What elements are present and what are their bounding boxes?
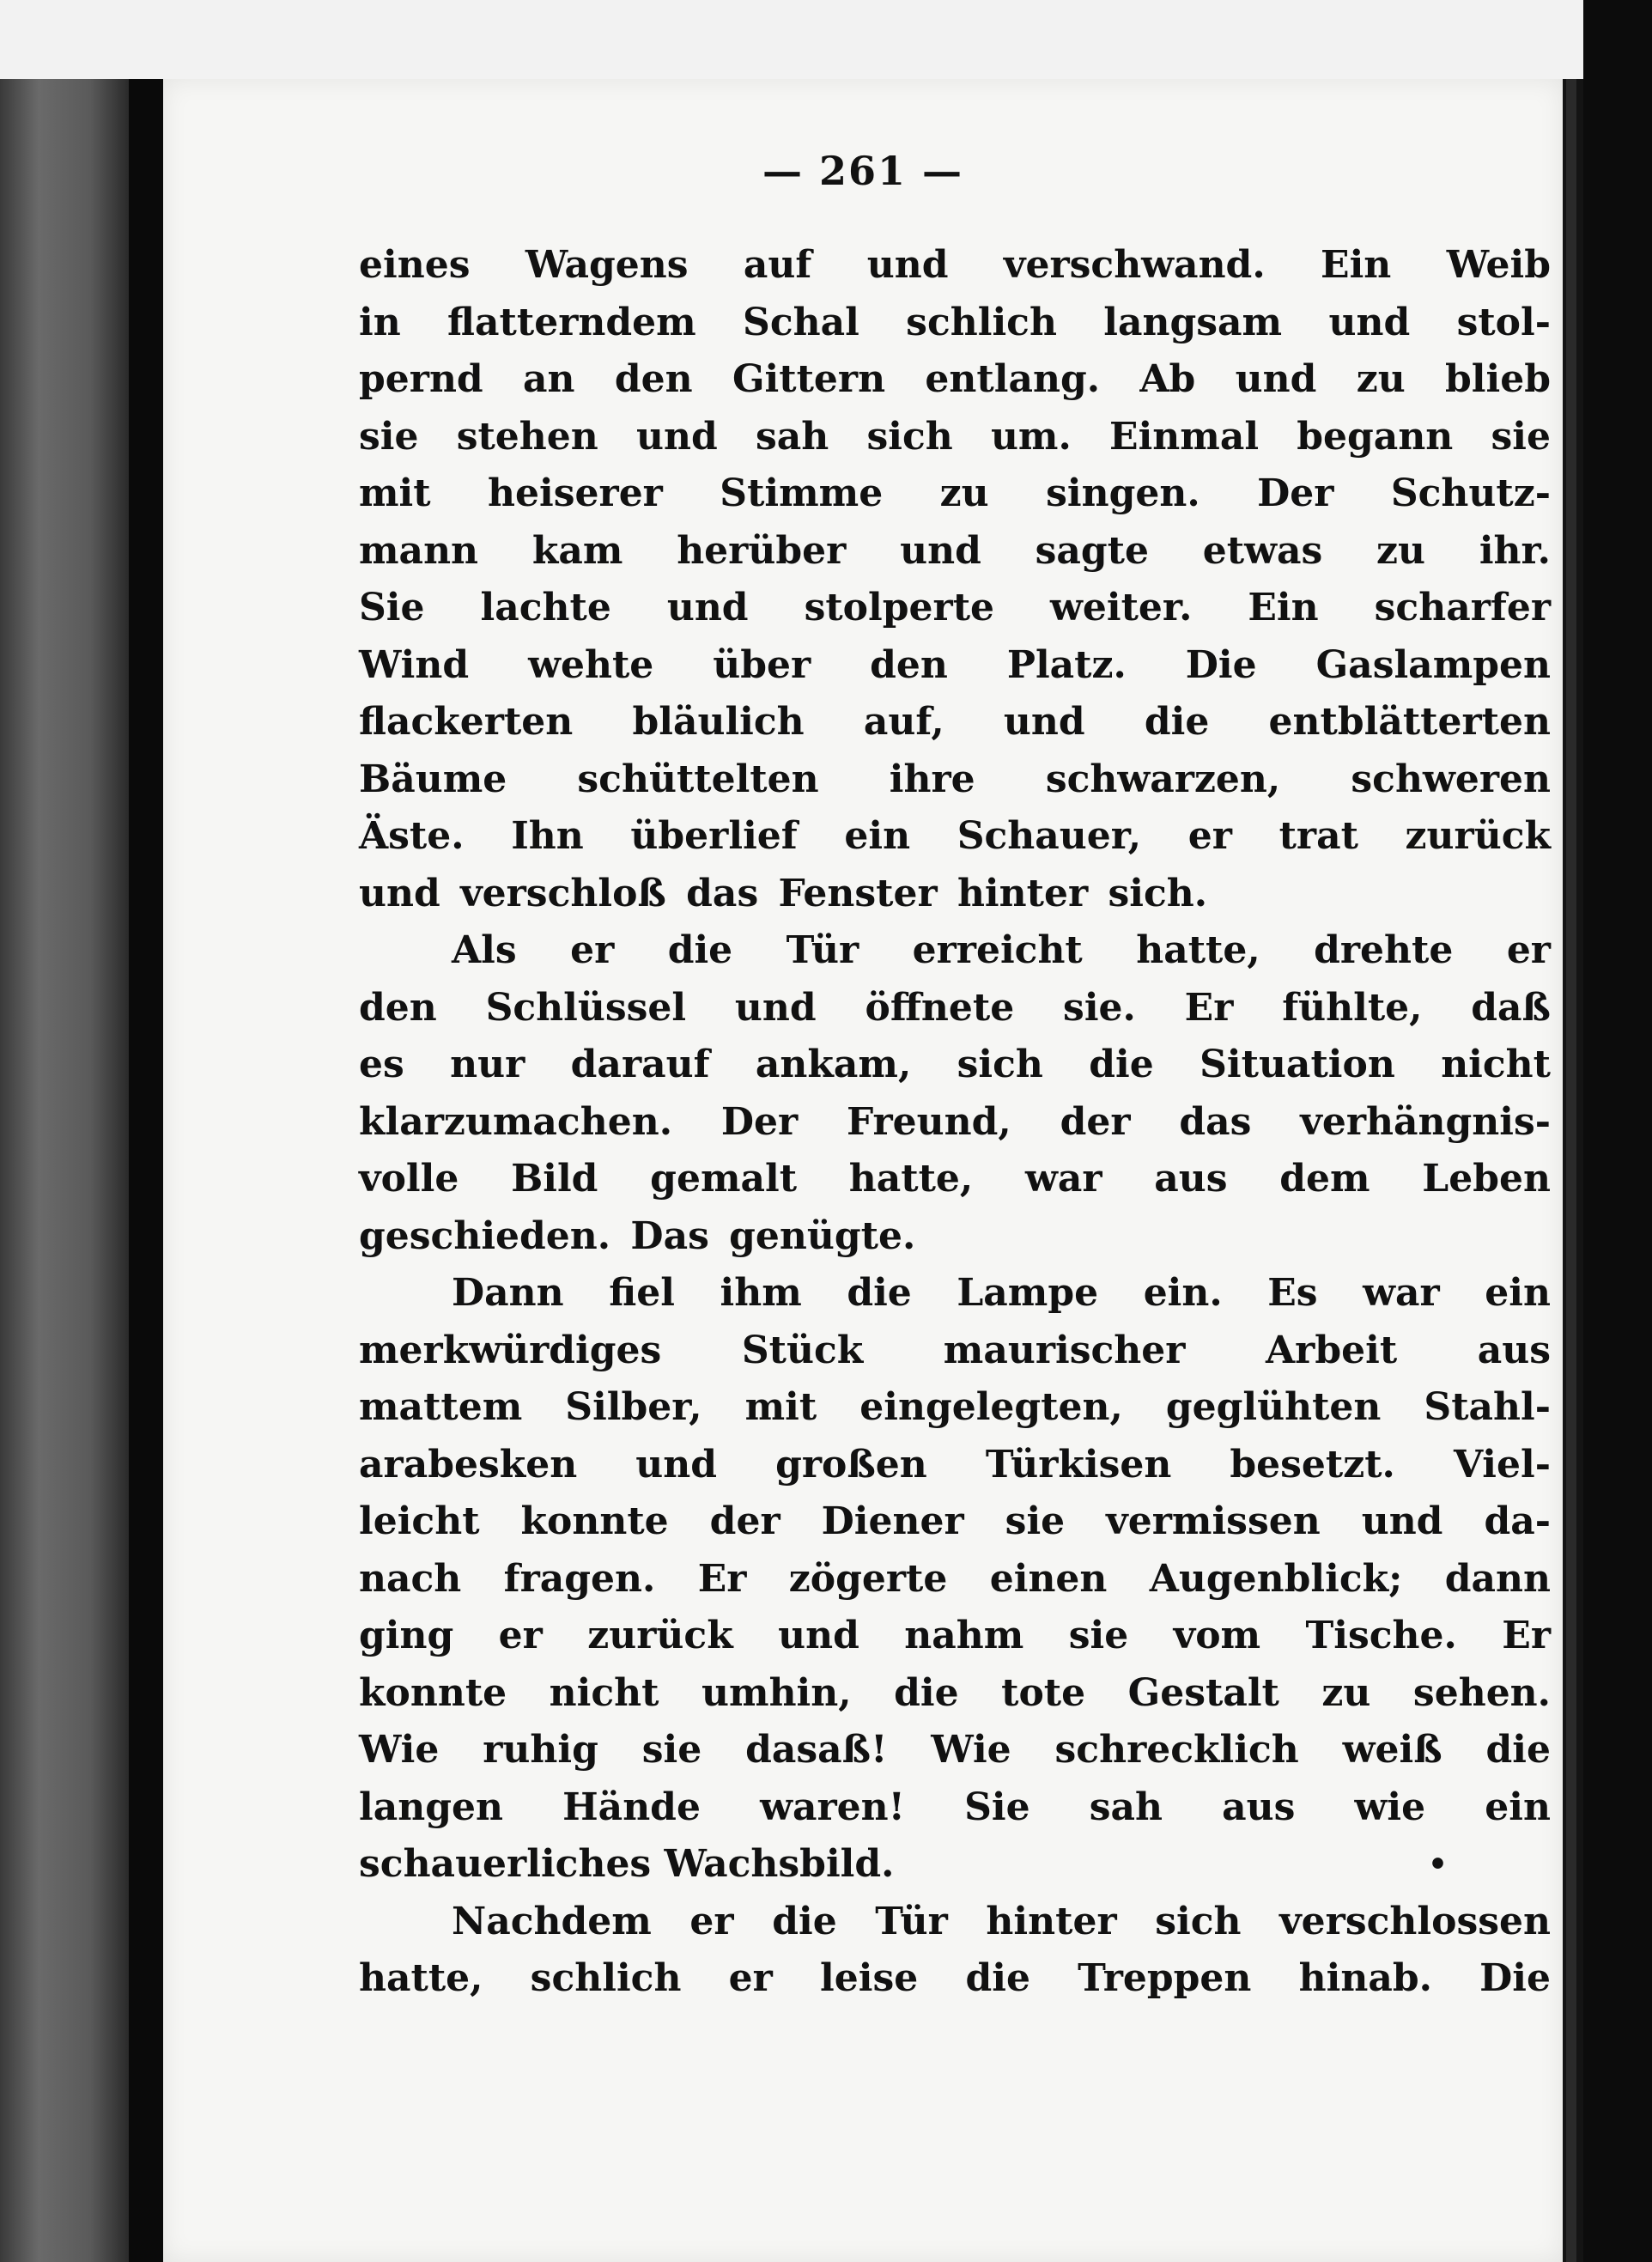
text-line: es nur darauf ankam, sich die Situation nicht (359, 1043, 1551, 1086)
text-line: leicht konnte der Diener sie vermissen und da- (359, 1499, 1551, 1543)
text-line: schauerliches Wachsbild. (359, 1842, 895, 1886)
page-number-header: — 261 — (762, 148, 964, 194)
text-line: Nachdem er die Tür hinter sich verschlossen (452, 1899, 1551, 1943)
text-line: geschieden. Das genügte. (359, 1213, 916, 1258)
right-page-edge (1566, 79, 1576, 2262)
text-line: Bäume schüttelten ihre schwarzen, schweren (359, 757, 1551, 801)
text-line: volle Bild gemalt hatte, war aus dem Leben (359, 1157, 1551, 1201)
text-line: ging er zurück und nahm sie vom Tische. Er (359, 1614, 1551, 1657)
scan-top-margin (0, 0, 1652, 79)
text-line: Äste. Ihn überlief ein Schauer, er trat zurück (359, 814, 1551, 858)
text-line: Dann fiel ihm die Lampe ein. Es war ein (452, 1271, 1551, 1315)
text-line: und verschloß das Fenster hinter sich. (359, 871, 1208, 915)
section-mark: • (1427, 1846, 1448, 1882)
text-line: eines Wagens auf und verschwand. Ein Weib (359, 243, 1551, 287)
text-line: nach fragen. Er zögerte einen Augenblick; dann (359, 1556, 1551, 1601)
text-line: mann kam herüber und sagte etwas zu ihr. (359, 528, 1551, 573)
text-line: Als er die Tür erreicht hatte, drehte er (452, 928, 1551, 972)
book-page (163, 79, 1563, 2262)
text-line: pernd an den Gittern entlang. Ab und zu blieb (359, 357, 1551, 401)
text-line: flackerten bläulich auf, und die entblätterten (359, 700, 1551, 744)
text-line: mit heiserer Stimme zu singen. Der Schutz- (359, 471, 1551, 515)
text-line: klarzumachen. Der Freund, der das verhängnis- (359, 1099, 1551, 1144)
text-line: in flatterndem Schal schlich langsam und stol- (359, 300, 1551, 344)
left-page-edge (0, 79, 129, 2262)
text-line: Sie lachte und stolperte weiter. Ein scharfer (359, 586, 1551, 629)
text-line-with-mark (359, 1836, 1551, 1894)
right-scan-border (1583, 0, 1652, 2262)
text-line: arabesken und großen Türkisen besetzt. Viel- (359, 1442, 1551, 1487)
book-spine-shadow (129, 79, 163, 2262)
text-line: Wind wehte über den Platz. Die Gaslampen (359, 642, 1551, 687)
text-line: Wie ruhig sie dasaß! Wie schrecklich weiß die (359, 1728, 1551, 1772)
text-line: hatte, schlich er leise die Treppen hinab. Die (359, 1956, 1551, 2000)
text-line: konnte nicht umhin, die tote Gestalt zu sehen. (359, 1670, 1551, 1715)
text-line: merkwürdiges Stück maurischer Arbeit aus (359, 1328, 1551, 1372)
text-line: den Schlüssel und öffnete sie. Er fühlte, daß (359, 985, 1551, 1030)
text-line: sie stehen und sah sich um. Einmal begann sie (359, 414, 1551, 459)
body-text (359, 237, 1551, 2008)
text-line: mattem Silber, mit eingelegten, geglühten Stahl- (359, 1385, 1551, 1429)
text-line: langen Hände waren! Sie sah aus wie ein (359, 1785, 1551, 1829)
